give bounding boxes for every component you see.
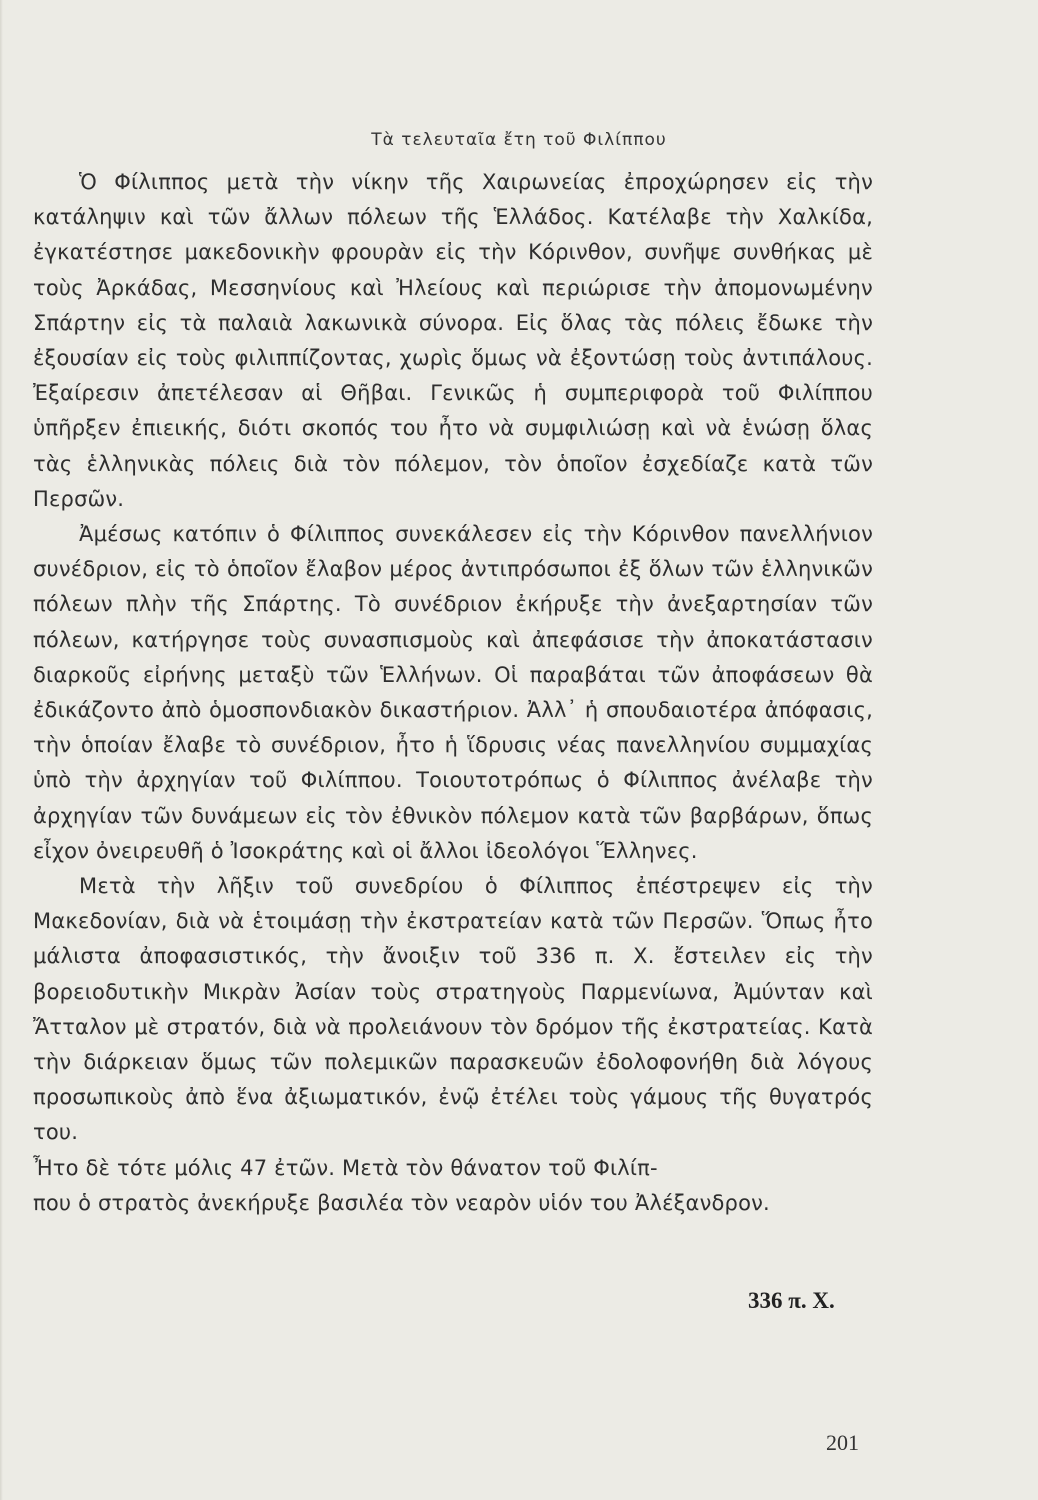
paragraph-1: Ὁ Φίλιππος μετὰ τὴν νίκην τῆς Χαιρωνείας ἐπροχώρησεν εἰς τὴν κατάληψιν καὶ τῶν ἄλλων πόλεων τῆς Ἑλλάδος. Κατέλαβε τὴν Χαλκίδα, ἐγκατέστησε μακεδονικὴν φρουρὰν εἰς τὴν Κόρινθον, συνῆψε συνθήκας μὲ τοὺς Ἀρκάδας, Μεσσηνίους καὶ Ἠλείους καὶ περιώρισε τὴν ἀπομονωμένην Σπάρτην εἰς τὰ παλαιὰ λακωνικὰ σύνορα. Εἰς ὅλας τὰς πόλεις ἔδωκε τὴν ἐξουσίαν εἰς τοὺς φιλιππίζοντας, χωρὶς ὅμως νὰ ἐξοντώσῃ τοὺς ἀντιπάλους. Ἐξαίρεσιν ἀπετέλεσαν αἱ Θῆβαι. Γενικῶς ἡ συμπεριφορὰ τοῦ Φιλίππου ὑπῆρξεν ἐπιεικής, διότι σκοπός του ἦτο νὰ συμφιλιώσῃ καὶ νὰ ἑνώσῃ ὅλας τὰς ἑλληνικὰς πόλεις διὰ τὸν πόλεμον, τὸν ὁποῖον ἐσχεδίαζε κατὰ τῶν Περσῶν. <box>33 170 873 511</box>
paragraph-3: Μετὰ τὴν λῆξιν τοῦ συνεδρίου ὁ Φίλιππος ἐπέστρεψεν εἰς τὴν Μακεδονίαν, διὰ νὰ ἑτοιμάσῃ τὴν ἐκστρατείαν κατὰ τῶν Περσῶν. Ὅπως ἦτο μάλιστα ἀποφασιστικός, τὴν ἄνοιξιν τοῦ 336 π. Χ. ἔστειλεν εἰς τὴν βορειοδυτικὴν Μικρὰν Ἀσίαν τοὺς στρατηγοὺς Παρμενίωνα, Ἀμύνταν καὶ Ἄτταλον μὲ στρατόν, διὰ νὰ προλειάνουν τὸν δρόμον τῆς ἐκστρατείας. Κατὰ τὴν διάρκειαν ὅμως τῶν πολεμικῶν παρασκευῶν ἐδολοφονήθη διὰ λόγους προσωπικοὺς ἀπὸ ἕνα ἀξιωματικόν, ἐνῷ ἐτέλει τοὺς γάμους τῆς θυγατρός του. <box>33 874 873 1145</box>
binding-shadow <box>0 0 3 1500</box>
paragraph-3-line-b: που ὁ στρατὸς ἀνεκήρυξε βασιλέα τὸν νεαρὸν υἱόν του Ἀλέξανδρον. <box>33 1190 770 1215</box>
paragraph-3-line-a: Ἦτο δὲ τότε μόλις 47 ἐτῶν. Μετὰ τὸν θάνατον τοῦ Φιλίπ- <box>33 1155 658 1180</box>
body-text <box>33 165 873 1221</box>
paragraph-2: Ἀμέσως κατόπιν ὁ Φίλιππος συνεκάλεσεν εἰς τὴν Κόρινθον πανελλήνιον συνέδριον, εἰς τὸ ὁποῖον ἔλαβον μέρος ἀντιπρόσωποι ἐξ ὅλων τῶν ἑλληνικῶν πόλεων πλὴν τῆς Σπάρτης. Τὸ συνέδριον ἐκήρυξε τὴν ἀνεξαρτησίαν τῶν πόλεων, κατήργησε τοὺς συνασπισμοὺς καὶ ἀπεφάσισε τὴν ἀποκατάστασιν διαρκοῦς εἰρήνης μεταξὺ τῶν Ἑλλήνων. Οἱ παραβάται τῶν ἀποφάσεων θὰ ἐδικάζοντο ἀπὸ ὁμοσπονδιακὸν δικαστήριον. Ἀλλ᾽ ἡ σπουδαιοτέρα ἀπόφασις, τὴν ὁποίαν ἔλαβε τὸ συνέδριον, ἦτο ἡ ἵδρυσις νέας πανελληνίου συμμαχίας ὑπὸ τὴν ἀρχηγίαν τοῦ Φιλίππου. Τοιουτοτρόπως ὁ Φίλιππος ἀνέλαβε τὴν ἀρχηγίαν τῶν δυνάμεων εἰς τὸν ἐθνικὸν πόλεμον κατὰ τῶν βαρβάρων, ὅπως εἶχον ὀνειρευθῆ ὁ Ἰσοκράτης καὶ οἱ ἄλλοι ἰδεολόγοι Ἕλληνες. <box>33 522 873 863</box>
page-number: 201 <box>826 1430 859 1455</box>
margin-date-note: 336 π. Χ. <box>748 1288 835 1313</box>
running-head: Τὰ τελευταῖα ἔτη τοῦ Φιλίππου <box>371 130 667 150</box>
